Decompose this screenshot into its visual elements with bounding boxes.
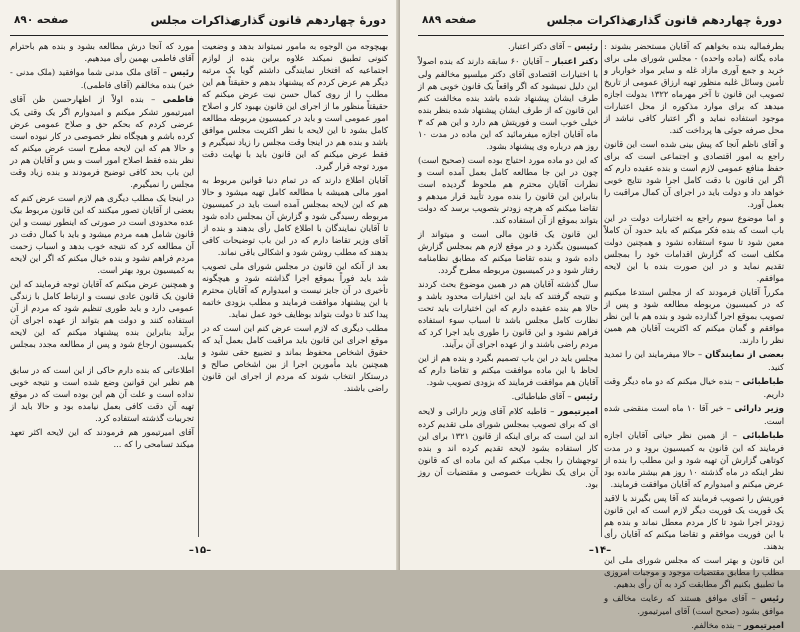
paragraph: طباطبائی – از همین نظر حیاتی آقایان اجازه فرمایند که این قانون به کمیسیون برود و در مدت کوتاهی گزارش آن تهیه شود و این مطلب را بنده از نظر اینکه در ماه گذشته ۱۰ روز هم بیشتر مانده بود عرض میکنم و امیدوارم که آقایان موافقت فرمایند. (604, 430, 784, 489)
paragraph: طباطبائی – بنده خیال میکنم که دو ماه دیگر وقت داریم. (604, 376, 784, 399)
header-page-number: صفحه ۸۸۹ (422, 14, 477, 26)
column-divider (198, 40, 199, 537)
left-page-header (10, 10, 388, 32)
left-page-footer-number: –۱۵– (188, 545, 212, 556)
paragraph-text: بهیچوجه من الوجوه به مامور نمیتواند بدهد و وضعیت کنونی تطبیق نمیکند علاوه براین بنده از لوازم اجتماعیه که افتخار نمایندگی داشتم گویا یک مرتبه دیگر هم عرض کردم که پیشنهاد بدهم و حقیقتاً هم این مطلب را از روی کمال حسن نیت عرض میکنم که حقیقتاً منظور ما از اجرای این قانون بهبود کار و اصلاح امور عمومی است و باید در کمیسیون مربوطه مطالعه کامل بشود تا این لایحه با نظر اکثریت مجلس موافق باشد و بنده هم در اینجا وقت مجلس را زیاد نمیگیرم و فقط عرض میکنم که این قانون باید با نهایت دقت مورد توجه قرار گیرد. (202, 41, 388, 171)
left-page-column-left (10, 40, 194, 537)
paragraph (418, 352, 598, 388)
speaker-name: رئیس (574, 392, 598, 402)
paragraph-text: این قانون و بهتر است که مجلس شورای ملی این مطلب را مطابق مقتضیات موجود و موجبات امروزی ما تطبیق بکنیم اگر مطابقت کرد به آن رأی بدهیم. (604, 555, 784, 589)
speaker-name: امیرتیمور (744, 621, 784, 631)
paragraph (604, 492, 784, 552)
paragraph-text: آقای طباطبائی. (511, 391, 565, 401)
paragraph-text: مورد که آنجا درش مطالعه بشود و بنده هم باحترام آقای فاطمی بهمین رأی میدهیم. (10, 41, 194, 63)
paragraph-text: و آقای ناظم آنجا که پیش بینی شده است این قانون راجع به امور اقتصادی و اجتماعی است که برای حفظ منافع عمومی لازم است و بنده عقیده دارم که اگر این قانون با دقت کامل اجرا شود نتایج خوبی خواهد داد و دولت باید در اجرای آن کمال مراقبت را بعمل آورد. (604, 139, 784, 209)
header-session-title: دورهٔ چهاردهم قانون گذاری (626, 13, 782, 27)
paragraph-text: آقای ملک مدنی شما موافقید (ملک مدنی - خیر) بنده مخالفم (آقای فاطمی). (10, 67, 194, 90)
paragraph-text: سال گذشته آقایان هم در همین موضوع بحث کردند و نتیجه گرفتند که باید این اختیارات محدود باشد و حالا هم بنده عقیده دارم که این اختیارات باید تحت نظارت کامل مجلس باشد تا اسباب سوء استفاده فراهم نشود و این قانون را طوری باید اجرا کرد که مردم راضی باشند و از عهده اجرای آن برآیند. (418, 279, 598, 349)
speaker-name: بعضی از نمایندگان (704, 350, 784, 360)
paragraph: امیرتیمور – بنده مخالفم. (691, 620, 784, 631)
paragraph (10, 426, 194, 450)
paragraph-text: و اما موضوع سوم راجع به اختیارات دولت در این باب است که بنده فکر میکنم که باید حدود آن کاملاً معین شود تا سوء استفاده نشود و همچنین دولت مکلف است که گزارش اقدامات خود را بمجلس تقدیم نماید و در این صورت بنده با این لایحه موافقم. (604, 213, 784, 283)
paragraph: رئیس – آقای ملک مدنی شما موافقید (ملک مدنی - خیر) بنده مخالفم (آقای فاطمی). (10, 67, 194, 90)
paragraph (10, 192, 194, 276)
paragraph (604, 554, 784, 590)
paragraph-text: آقای دکتر اعتبار. (507, 41, 565, 51)
speaker-name: رئیس (574, 42, 598, 52)
left-page-column-right (202, 40, 388, 537)
paragraph (202, 40, 388, 172)
speaker-name: امیرتیمور (558, 407, 598, 417)
paragraph (10, 278, 194, 362)
paragraph-text: فوریتش را تصویب فرمایند که آقا پس بگیرند با لاقید یک قوریت یک فوریت دیگر لازم است که این قانون زودتر اجرا شود تا کار مردم معطل نماند و بنده هم با این فوریت موافقم و تقاضا میکنم که آقایان رأی بدهند. (604, 493, 784, 551)
paragraph: بعضی از نمایندگان – حالا میفرمایند این را تمدید کنید. (604, 349, 784, 372)
paragraph-text: بنده اولاً از اظهارحسن ظن آقای امیرتیمور تشکر میکنم و امیدوارم اگر یک وقتی یک عرضی کردم که بحکم حق و صلاح عمومی عرض کرده باشم و هیچگاه نظر خصوصی در کار نبوده است و حالا هم که این لایحه مطرح است عرض میکنم که نظر بنده فقط اصلاح امور است و بس و آقایان هم در این باب بحد کافی توضیح فرمودند و بنده زیاد وقت مجلس را نمیگیرم. (10, 94, 194, 189)
left-page (0, 0, 400, 570)
paragraph: رئیس – آقای موافق هستند که رعایت مخالف و موافق بشود (صحیح است) آقای امیرتیمور. (604, 593, 784, 616)
header-rule (10, 35, 388, 36)
paragraph (418, 228, 598, 276)
header-rule (418, 35, 784, 36)
paragraph-text: این قانون یک قانون مالی است و میتواند از کمیسیون بگذرد و در موقع لازم هم بمجلس گزارش داده شود و بنده تقاضا میکنم که مطابق نظامنامه رفتار شود و در کمیسیون مربوطه مطرح گردد. (418, 229, 598, 275)
paragraph-text: بنده مخالفم. (691, 620, 735, 630)
paragraph-text: بطرفمالیه بنده بخواهم که آقایان مستحضر بشوند : ماده یگانه (ماده واحده) - مجلس شورای ملی برای خرید و جمع آوری مازاد غله و سایر مواد خواربار و تأمین وسائل غلبه منظور تهیه ارزاق عمومی از تاریخ تصویب این قانون تا آخر مهرماه ۱۳۲۲ بدولت اجازه میدهد که برای موارد مذکوره از محل اعتبارات موجود استفاده نماید و اگر اعتبار کافی نباشد از محل صرفه جوئی ها پرداخت کند. (604, 41, 785, 135)
right-page-column-left (418, 40, 598, 537)
paragraph-text: خیر آقا ۱۰ ماه است منقضی شده است. (604, 403, 784, 426)
speaker-name: رئیس (170, 68, 194, 78)
paragraph (604, 40, 784, 136)
header-page-number: صفحه ۸۹۰ (14, 14, 69, 26)
paragraph (604, 286, 784, 346)
right-page-header (418, 10, 784, 32)
paragraph: امیرتیمور – قاطبه کلام آقای وزیر دارائی و لایحه ای که برای تصویب بمجلس شورای ملی تقدیم کرده اند این است که برای اینکه از قانون ۱۳۲۱ برای این کار استفاده بشود لایحه تقدیم کرده اند و بنده توجهشان را بجلب میکنم که این ماده ای که قانون آن برای یک نظریات خصوصی و مقتضیات آن روز بود. (418, 406, 598, 489)
paragraph-text: بعد از آنکه این قانون در مجلس شورای ملی تصویب شد باید فوراً بموقع اجرا گذاشته شود و هیچگونه تأخیری در آن جایز نیست و امیدوارم که آقایان محترم با این پیشنهاد موافقت فرمایند و مطلب بزودی خاتمه پیدا کند تا دولت بتواند بوظایف خود عمل نماید. (202, 261, 388, 319)
right-page (400, 0, 800, 631)
paragraph-text: آقایان اطلاع دارند که در تمام دنیا قوانین مربوط به امور مالی همیشه با مطالعه کامل تهیه میشود و حالا هم که این لایحه بمجلس آمده است باید در کمیسیون مربوطه رسیدگی شود و گزارش آن بمجلس داده شود تا آقایان نمایندگان با اطلاع کامل رأی بدهند و بنده از آقای وزیر تقاضا دارم که در این باب توضیحات کافی بدهند که مطلب روشن شود و اشکالی باقی نماند. (202, 175, 388, 257)
speaker-name: طباطبائی (742, 431, 784, 441)
speaker-name: دکتر اعتبار (552, 57, 598, 67)
speaker-name: رئیس (760, 594, 784, 604)
paragraph: دکتر اعتبار – آقایان ۶۰ سابقه دارند که بنده اصولاً با اختیارات اقتصادی آقای دکتر میلسپو مخالفم ولی این دلیل نمیشود که اگر واقعاً یک قانون خوبی هم از طرف ایشان پیشنهاد شده باشد بنده مخالفت کنم این قانون که از طرف ایشان پیشنهاد شده بنظر بنده خیلی خوب است و فوریتش هم دارد و این هم که ۳ ماه آقایان اجازه میفرمائید که این ماده در مدت ۱۰ روز هم درباره وی پیشنهاد بشود. (418, 56, 598, 151)
paragraph (10, 40, 194, 64)
header-chamber-title: مذاکرات مجلس (150, 13, 238, 27)
paragraph (604, 212, 784, 284)
paragraph (418, 154, 598, 226)
paragraph (202, 260, 388, 320)
paragraph-text: از همین نظر حیاتی آقایان اجازه فرمایند که این قانون به کمیسیون برود و در مدت کوتاهی گزارش آن تهیه شود و این مطلب را بنده از نظر اینکه در ماه گذشته ۱۰ روز هم بیشتر مانده بود عرض میکنم و امیدوارم که آقایان موافقت فرمایند. (604, 430, 784, 489)
paragraph (202, 174, 388, 258)
paragraph-text: حالا میفرمایند این را تمدید کنید. (604, 349, 784, 372)
speaker-name: فاطمی (162, 95, 194, 105)
paragraph-text: مجلس باید در این باب تصمیم بگیرد و بنده هم از این لحاظ با این ماده موافقت میکنم و تقاضا دارم که آقایان هم موافقت فرمایند که بزودی تصویب شود. (418, 353, 598, 387)
speaker-name: طباطبائی (742, 377, 784, 387)
paragraph (418, 278, 598, 350)
paragraph-text: بنده خیال میکنم که دو ماه دیگر وقت داریم. (604, 376, 784, 399)
paragraph-text: در اینجا یک مطلب دیگری هم لازم است عرض کنم که بعضی از آقایان تصور میکنند که این قانون مربوط بیک عده محدودی است در صورتی که اینطور نیست و این قانون شامل همه مردم میشود و باید با کمال دقت در آن مطالعه کرد که نتیجه خوب بدهد و اسباب زحمت مردم فراهم نشود و بنده خیال میکنم که اگر این لایحه به کمیسیون برود بهتر است. (10, 193, 194, 275)
header-chamber-title: مذاکرات مجلس (546, 13, 634, 27)
paragraph (10, 364, 194, 424)
paragraph-text: اطلاعاتی که بنده دارم حاکی از این است که در سابق هم نظیر این قوانین وضع شده است و نتیجه خوبی نداده است و علت آن هم این بوده است که در موقع تهیه آن دقت کافی بعمل نیامده بود و حالا باید از تجربیات گذشته استفاده کرد. (10, 365, 194, 423)
paragraph (202, 322, 388, 394)
speaker-name: وزیر دارائی (734, 404, 784, 414)
paragraph: وزیر دارائی – خیر آقا ۱۰ ماه است منقضی شده است. (604, 403, 784, 426)
paragraph-text: قاطبه کلام آقای وزیر دارائی و لایحه ای که برای تصویب بمجلس شورای ملی تقدیم کرده اند این است که برای اینکه از قانون ۱۳۲۱ برای این کار استفاده بشود لایحه تقدیم کرده اند و بنده توجهشان را بجلب میکنم که این ماده ای که قانون آن برای یک نظریات خصوصی و مقتضیات آن روز بود. (418, 406, 598, 489)
paragraph: فاطمی – بنده اولاً از اظهارحسن ظن آقای امیرتیمور تشکر میکنم و امیدوارم اگر یک وقتی یک عرضی کردم که بحکم حق و صلاح عمومی عرض کرده باشم و هیچگاه نظر خصوصی در کار نبوده است و حالا هم که این لایحه مطرح است عرض میکنم که نظر بنده فقط اصلاح امور است و بس و آقایان هم در این باب بحد کافی توضیح فرمودند و بنده زیاد وقت مجلس را نمیگیرم. (10, 94, 194, 189)
paragraph-text: آقای امیرتیمور هم فرمودند که این لایحه اکثر تعهد میکند تسامحی را که ... (10, 427, 194, 449)
paragraph-text: آقای موافق هستند که رعایت مخالف و موافق بشود (صحیح است) آقای امیرتیمور. (604, 593, 784, 616)
paragraph-text: و همچنین عرض میکنم که آقایان توجه فرمایند که این قانون یک قانون عادی نیست و ارتباط کامل با زندگی عمومی دارد و باید طوری تنظیم شود که مردم از آن استفاده کنند و دولت هم بتواند از عهده اجرای آن برآید بنابراین بنده پیشنهاد میکنم که این لایحه بکمیسیون ارجاع شود و پس از مطالعه مجدد بمجلس بیاید. (10, 279, 194, 361)
paragraph-text: که این دو ماده مورد احتیاج بوده است (صحیح است) چون در این جا مطالعه کامل بعمل آمده است و نظرات آقایان محترم هم ملحوظ گردیده است بنابراین این قانون را بنده مورد تأیید قرار میدهم و تقاضا میکنم که هرچه زودتر بتصویب برسد که دولت بتواند بموقع از آن استفاده کند. (418, 155, 598, 225)
paragraph: رئیس – آقای طباطبائی. (511, 391, 598, 402)
header-session-title: دورهٔ چهاردهم قانون گذاری (230, 13, 386, 27)
column-divider (601, 40, 602, 537)
paragraph: رئیس – آقای دکتر اعتبار. (507, 41, 598, 52)
right-page-column-right (604, 40, 785, 631)
paragraph (604, 138, 784, 210)
paragraph-text: آقایان ۶۰ سابقه دارند که بنده اصولاً با اختیارات اقتصادی آقای دکتر میلسپو مخالفم ولی این دلیل نمیشود که اگر واقعاً یک قانون خوبی هم از طرف ایشان پیشنهاد شده باشد بنده مخالفت کنم این قانون که از طرف ایشان پیشنهاد شده بنظر بنده خیلی خوب است و فوریتش هم دارد و این هم که ۳ ماه آقایان اجازه میفرمائید که این ماده در مدت ۱۰ روز هم درباره وی پیشنهاد بشود. (418, 56, 598, 151)
paragraph-text: مکرراً آقایان فرمودند که از مجلس استدعا میکنیم که در کمیسیون مربوطه مطالعه شود و پس از تصویب بموقع اجرا گذارده شود و بنده هم با این نظر موافقم و گمان میکنم که اکثریت آقایان هم همین نظر را دارند. (604, 287, 784, 345)
paragraph-text: مطلب دیگری که لازم است عرض کنم این است که در موقع اجرای این قانون باید مراقبت کامل بعمل آید که حقوق اشخاص محفوظ بماند و تضییع حقی نشود و همچنین باید مأمورین اجرا از بین اشخاص صالح و درستکار انتخاب شوند که مردم از اجرای این قانون راضی باشند. (202, 323, 388, 393)
right-page-footer-number: –۱۴– (588, 545, 612, 556)
